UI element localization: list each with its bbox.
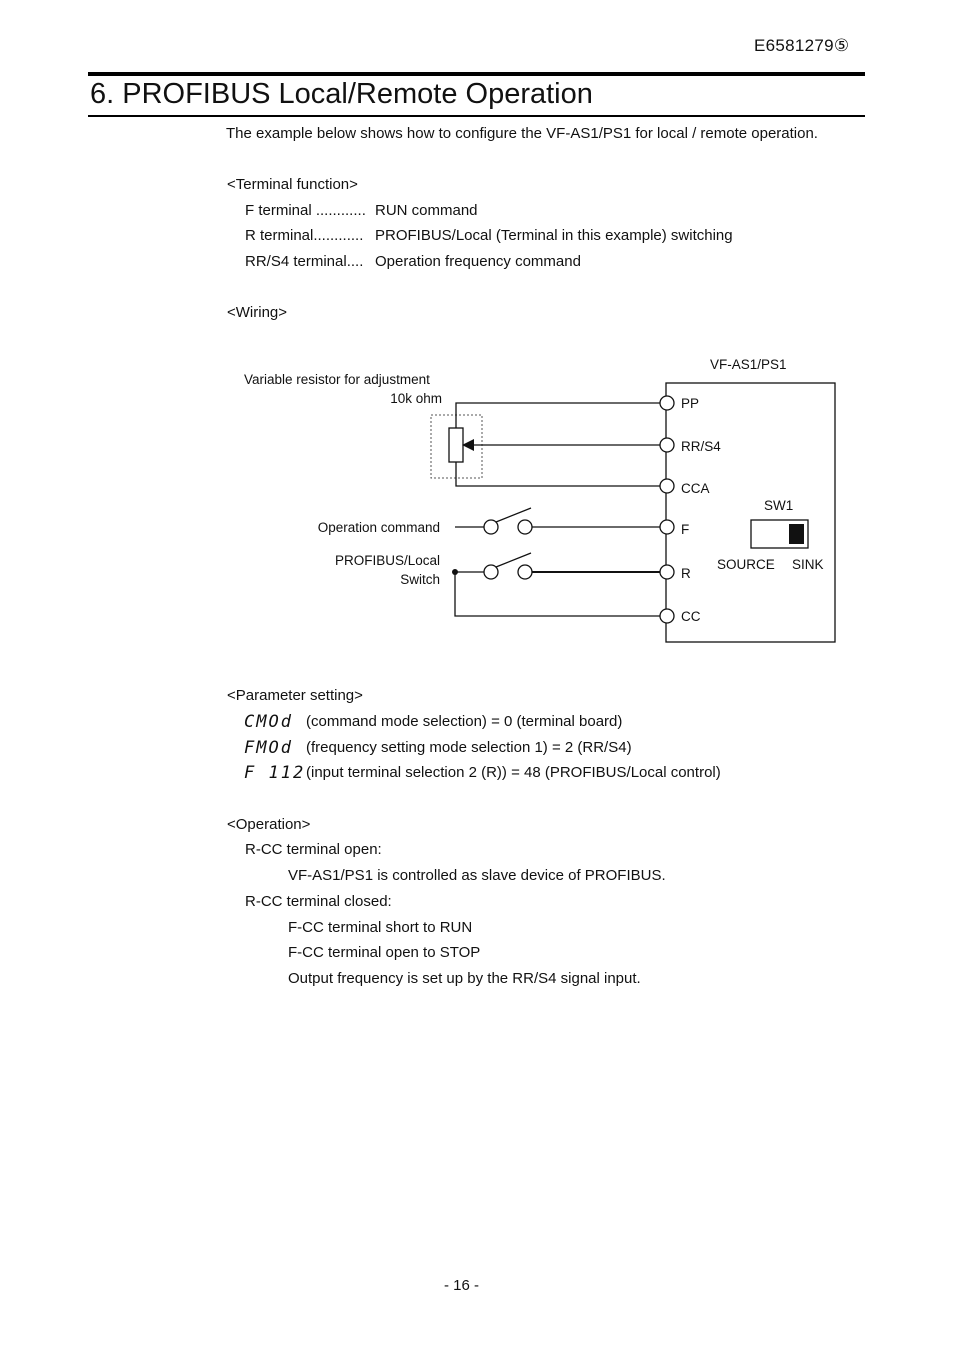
- parameter-desc: (frequency setting mode selection 1) = 2 (RR/S4): [306, 739, 632, 756]
- terminal-label: F: [681, 522, 690, 537]
- intro-text: The example below shows how to configure the VF-AS1/PS1 for local / remote operation.: [226, 125, 818, 142]
- terminal-name: F terminal ............: [245, 202, 366, 219]
- terminal-label: RR/S4: [681, 439, 721, 454]
- terminal-label: CCA: [681, 481, 710, 496]
- open-label: R-CC terminal open:: [245, 841, 382, 858]
- page-title: 6. PROFIBUS Local/Remote Operation: [90, 78, 593, 110]
- terminal-label: CC: [681, 609, 701, 624]
- parameter-heading: <Parameter setting>: [227, 687, 363, 704]
- closed-item: F-CC terminal short to RUN: [288, 919, 473, 936]
- pp-wire: [456, 403, 660, 428]
- resistor-label: Variable resistor for adjustment: [244, 372, 430, 387]
- terminal-r: [660, 565, 674, 579]
- terminal-cca: [660, 479, 674, 493]
- terminal-desc: RUN command: [375, 202, 478, 219]
- profibus-switch-label: Switch: [400, 572, 440, 587]
- operation-heading: <Operation>: [227, 816, 311, 833]
- sw1-label: SW1: [764, 498, 794, 513]
- parameter-code: FMOd: [244, 738, 293, 758]
- terminal-label: R: [681, 566, 691, 581]
- closed-item: F-CC terminal open to STOP: [288, 944, 481, 961]
- op-switch-contact: [518, 520, 532, 534]
- terminal-name: RR/S4 terminal....: [245, 253, 364, 270]
- local-switch-contact: [484, 565, 498, 579]
- open-desc: VF-AS1/PS1 is controlled as slave device of PROFIBUS.: [288, 867, 666, 884]
- parameter-code: F 112: [244, 763, 306, 783]
- parameter-code: CMOd: [244, 712, 293, 732]
- local-switch-contact: [518, 565, 532, 579]
- document-number: E6581279⑤: [754, 36, 850, 55]
- sw1-source-label: SOURCE: [717, 557, 775, 572]
- terminal-function-heading: <Terminal function>: [227, 176, 358, 193]
- page-number: - 16 -: [444, 1277, 480, 1294]
- resistor-value-label: 10k ohm: [390, 391, 442, 406]
- wiring-heading: <Wiring>: [227, 304, 288, 321]
- closed-label: R-CC terminal closed:: [245, 893, 392, 910]
- sw1-sink-label: SINK: [792, 557, 824, 572]
- terminal-label: PP: [681, 396, 700, 411]
- profibus-switch-label: PROFIBUS/Local: [334, 553, 440, 568]
- terminal-pp: [660, 396, 674, 410]
- device-label: VF-AS1/PS1: [710, 357, 787, 372]
- parameter-desc: (command mode selection) = 0 (terminal board): [306, 713, 623, 730]
- wiper-arrow: [462, 439, 474, 451]
- op-switch-contact: [484, 520, 498, 534]
- closed-item: Output frequency is set up by the RR/S4 signal input.: [288, 970, 641, 987]
- parameter-desc: (input terminal selection 2 (R)) = 48 (PROFIBUS/Local control): [306, 764, 721, 781]
- cca-wire: [456, 462, 660, 486]
- operation-command-label: Operation command: [317, 520, 440, 535]
- terminal-desc: PROFIBUS/Local (Terminal in this example) switching: [375, 227, 733, 244]
- sw1-slider: [789, 524, 804, 544]
- terminal-name: R terminal............: [245, 227, 364, 244]
- terminal-rrs4: [660, 438, 674, 452]
- cc-wire: [455, 572, 660, 616]
- terminal-cc: [660, 609, 674, 623]
- terminal-desc: Operation frequency command: [375, 253, 581, 270]
- inverter-box: [666, 383, 835, 642]
- terminal-f: [660, 520, 674, 534]
- resistor-body: [449, 428, 463, 462]
